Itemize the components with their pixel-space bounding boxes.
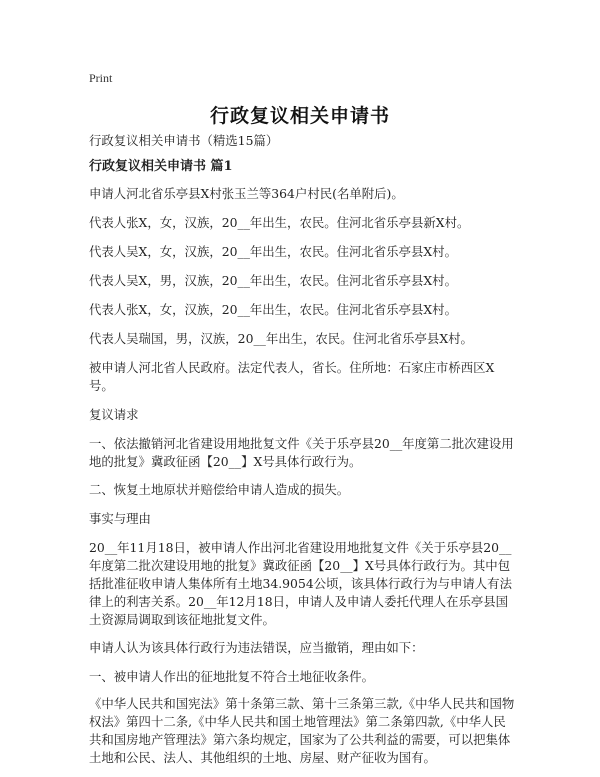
paragraph-facts: 20__年11月18日，被申请人作出河北省建设用地批复文件《关于乐亭县20__年度第二批次建设用地的批复》冀政征函【20__】X号具体行政行为。其中包括批准征收申请人集体所有土地34.9054公顷，该具体行政行为与申请人有法律上的利害关系。20__年12月18日，申请人及申请人委托代理人在乐亭县国土资源局调取到该征地批复文件。 [89, 540, 512, 627]
paragraph-reason-1: 一、被申请人作出的征地批复不符合土地征收条件。 [89, 669, 374, 684]
paragraph-representative-1: 代表人张X，女，汉族，20__年出生，农民。住河北省乐亭县新X村。 [89, 215, 470, 230]
print-link[interactable]: Print [89, 71, 113, 85]
paragraph-applicant: 申请人河北省乐亭县X村张玉兰等364户村民(名单附后)。 [89, 186, 404, 201]
document-subtitle: 行政复议相关申请书（精选15篇） [89, 133, 279, 148]
paragraph-legal-basis: 《中华人民共和国宪法》第十条第三款、第十三条第三款,《中华人民共和国物权法》第四十二条,《中华人民共和国土地管理法》第二条第四款,《中华人民共和国房地产管理法》第六条均规定，国家为了公共利益的需要，可以把集体土地和公民、法人、其他组织的土地、房屋、财产征收为国有。 [89, 696, 515, 765]
paragraph-reasons-intro: 申请人认为该具体行政行为违法错误，应当撤销，理由如下： [89, 640, 424, 655]
paragraph-request-1: 一、依法撤销河北省建设用地批复文件《关于乐亭县20__年度第二批次建设用地的批复》冀政征函【20__】X号具体行政行为。 [89, 436, 514, 469]
paragraph-request-2: 二、恢复土地原状并赔偿给申请人造成的损失。 [89, 482, 350, 497]
paragraph-respondent: 被申请人河北省人民政府。法定代表人，省长。住所地：石家庄市桥西区X号。 [89, 360, 495, 393]
paragraph-representative-2: 代表人吴X，女，汉族，20__年出生，农民。住河北省乐亭县X村。 [89, 244, 457, 259]
heading-facts-reasons: 事实与理由 [89, 511, 151, 526]
section-title: 行政复议相关申请书 篇1 [89, 159, 233, 174]
paragraph-representative-3: 代表人吴X，男，汉族，20__年出生，农民。住河北省乐亭县X村。 [89, 273, 457, 288]
paragraph-representative-4: 代表人张X，女，汉族，20__年出生，农民。住河北省乐亭县X村。 [89, 302, 457, 317]
paragraph-representative-5: 代表人吴瑞国，男，汉族，20__年出生，农民。住河北省乐亭县X村。 [89, 331, 473, 346]
document-title: 行政复议相关申请书 [209, 105, 390, 127]
heading-requests: 复议请求 [89, 407, 139, 422]
document-body [89, 132, 517, 777]
